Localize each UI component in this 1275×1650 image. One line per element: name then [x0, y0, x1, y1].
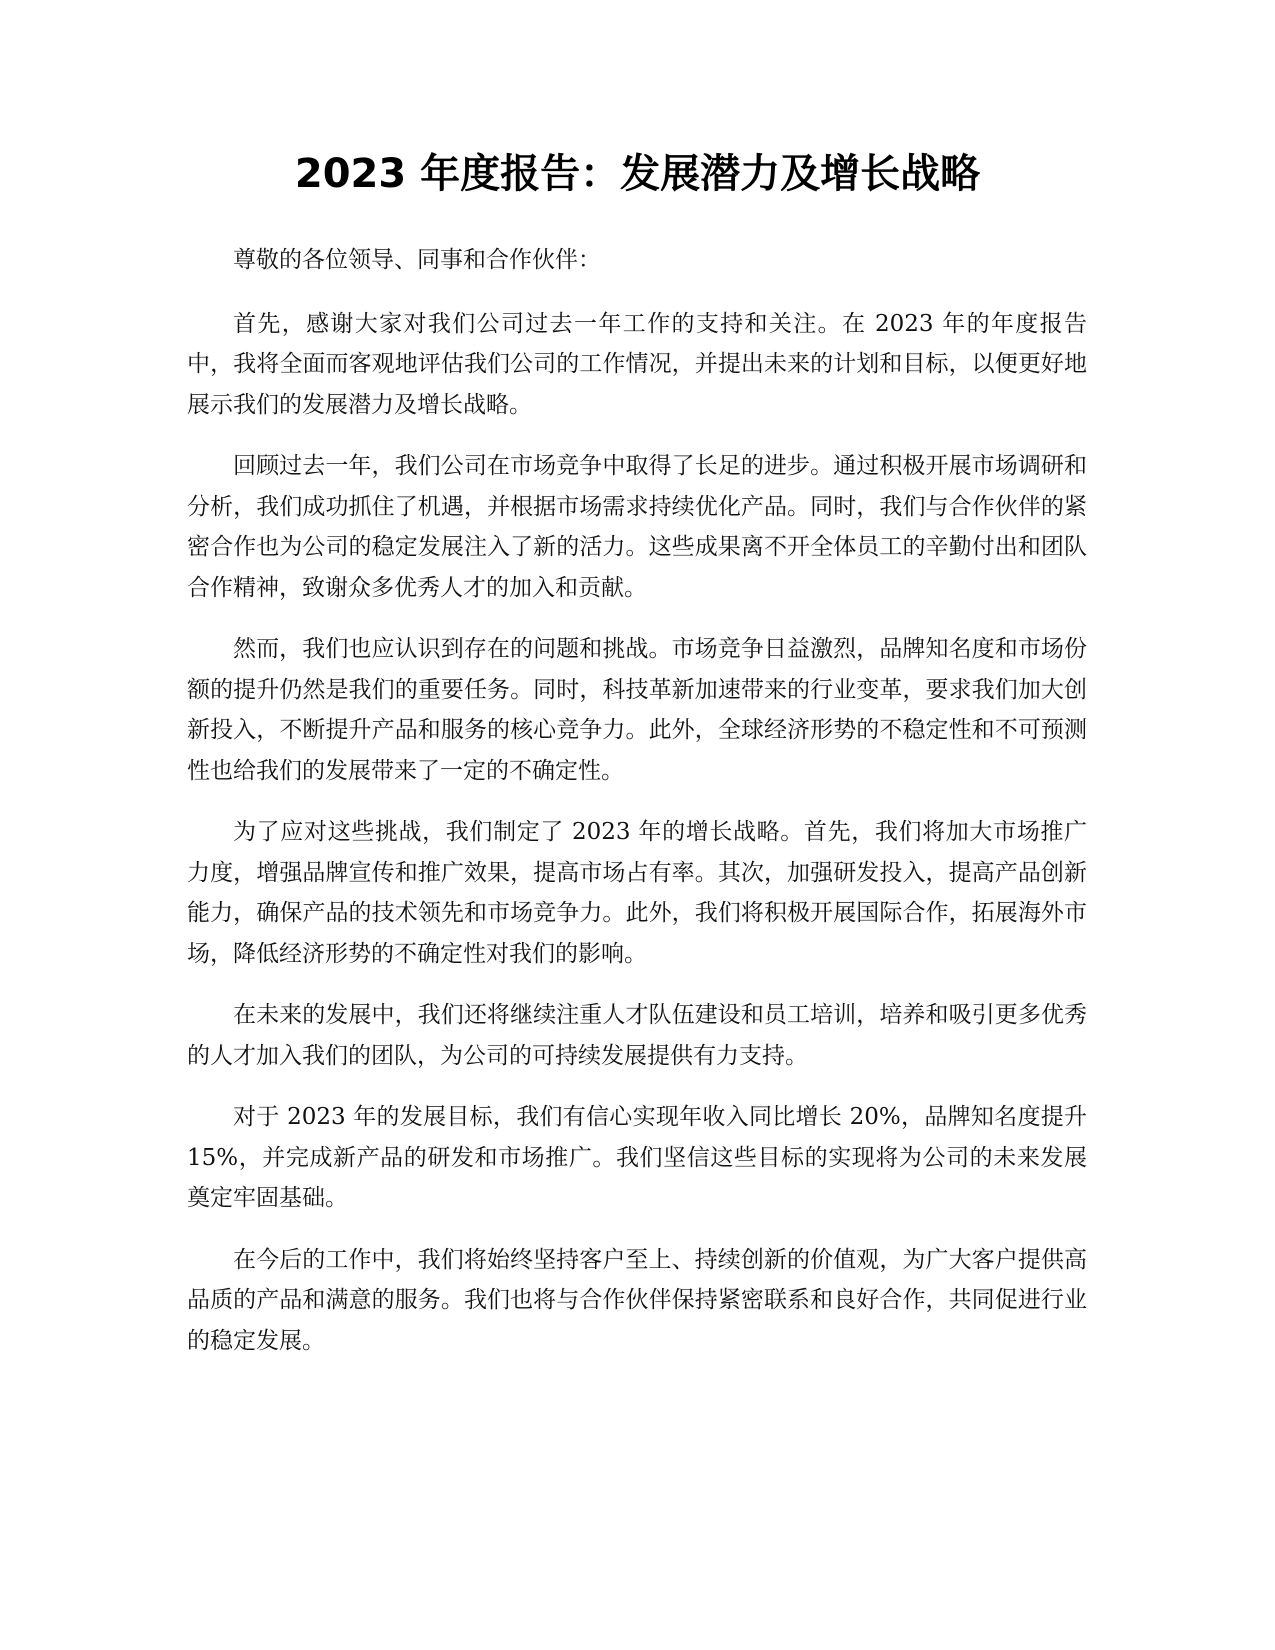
paragraph-challenges: 然而，我们也应认识到存在的问题和挑战。市场竞争日益激烈，品牌知名度和市场份额的提升仍然是我们的重要任务。同时，科技革新加速带来的行业变革，要求我们加大创新投入，不断提升产品和服务的核心竞争力。此外，全球经济形势的不稳定性和不可预测性也给我们的发展带来了一定的不确定性。 — [187, 636, 1087, 784]
paragraph-goals: 对于 2023 年的发展目标，我们有信心实现年收入同比增长 20%，品牌知名度提升 15%，并完成新产品的研发和市场推广。我们坚信这些目标的实现将为公司的未来发展奠定牢固基础。 — [187, 1104, 1087, 1211]
document-body — [187, 240, 1087, 1382]
paragraph-strategy: 为了应对这些挑战，我们制定了 2023 年的增长战略。首先，我们将加大市场推广力度，增强品牌宣传和推广效果，提高市场占有率。其次，加强研发投入，提高产品创新能力，确保产品的技术领先和市场竞争力。此外，我们将积极开展国际合作，拓展海外市场，降低经济形势的不确定性对我们的影响。 — [187, 819, 1087, 967]
paragraph-talent: 在未来的发展中，我们还将继续注重人才队伍建设和员工培训，培养和吸引更多优秀的人才加入我们的团队，为公司的可持续发展提供有力支持。 — [187, 1002, 1087, 1069]
paragraph-intro: 首先，感谢大家对我们公司过去一年工作的支持和关注。在 2023 年的年度报告中，我将全面而客观地评估我们公司的工作情况，并提出未来的计划和目标，以便更好地展示我们的发展潜力及增长战略。 — [187, 310, 1087, 418]
salutation: 尊敬的各位领导、同事和合作伙伴： — [233, 247, 601, 273]
page-title: 2023 年度报告：发展潜力及增长战略 — [294, 151, 981, 197]
paragraph-values: 在今后的工作中，我们将始终坚持客户至上、持续创新的价值观，为广大客户提供高品质的产品和满意的服务。我们也将与合作伙伴保持紧密联系和良好合作，共同促进行业的稳定发展。 — [187, 1246, 1087, 1354]
paragraph-review: 回顾过去一年，我们公司在市场竞争中取得了长足的进步。通过积极开展市场调研和分析，我们成功抓住了机遇，并根据市场需求持续优化产品。同时，我们与合作伙伴的紧密合作也为公司的稳定发展注入了新的活力。这些成果离不开全体员工的辛勤付出和团队合作精神，致谢众多优秀人才的加入和贡献。 — [187, 453, 1087, 601]
